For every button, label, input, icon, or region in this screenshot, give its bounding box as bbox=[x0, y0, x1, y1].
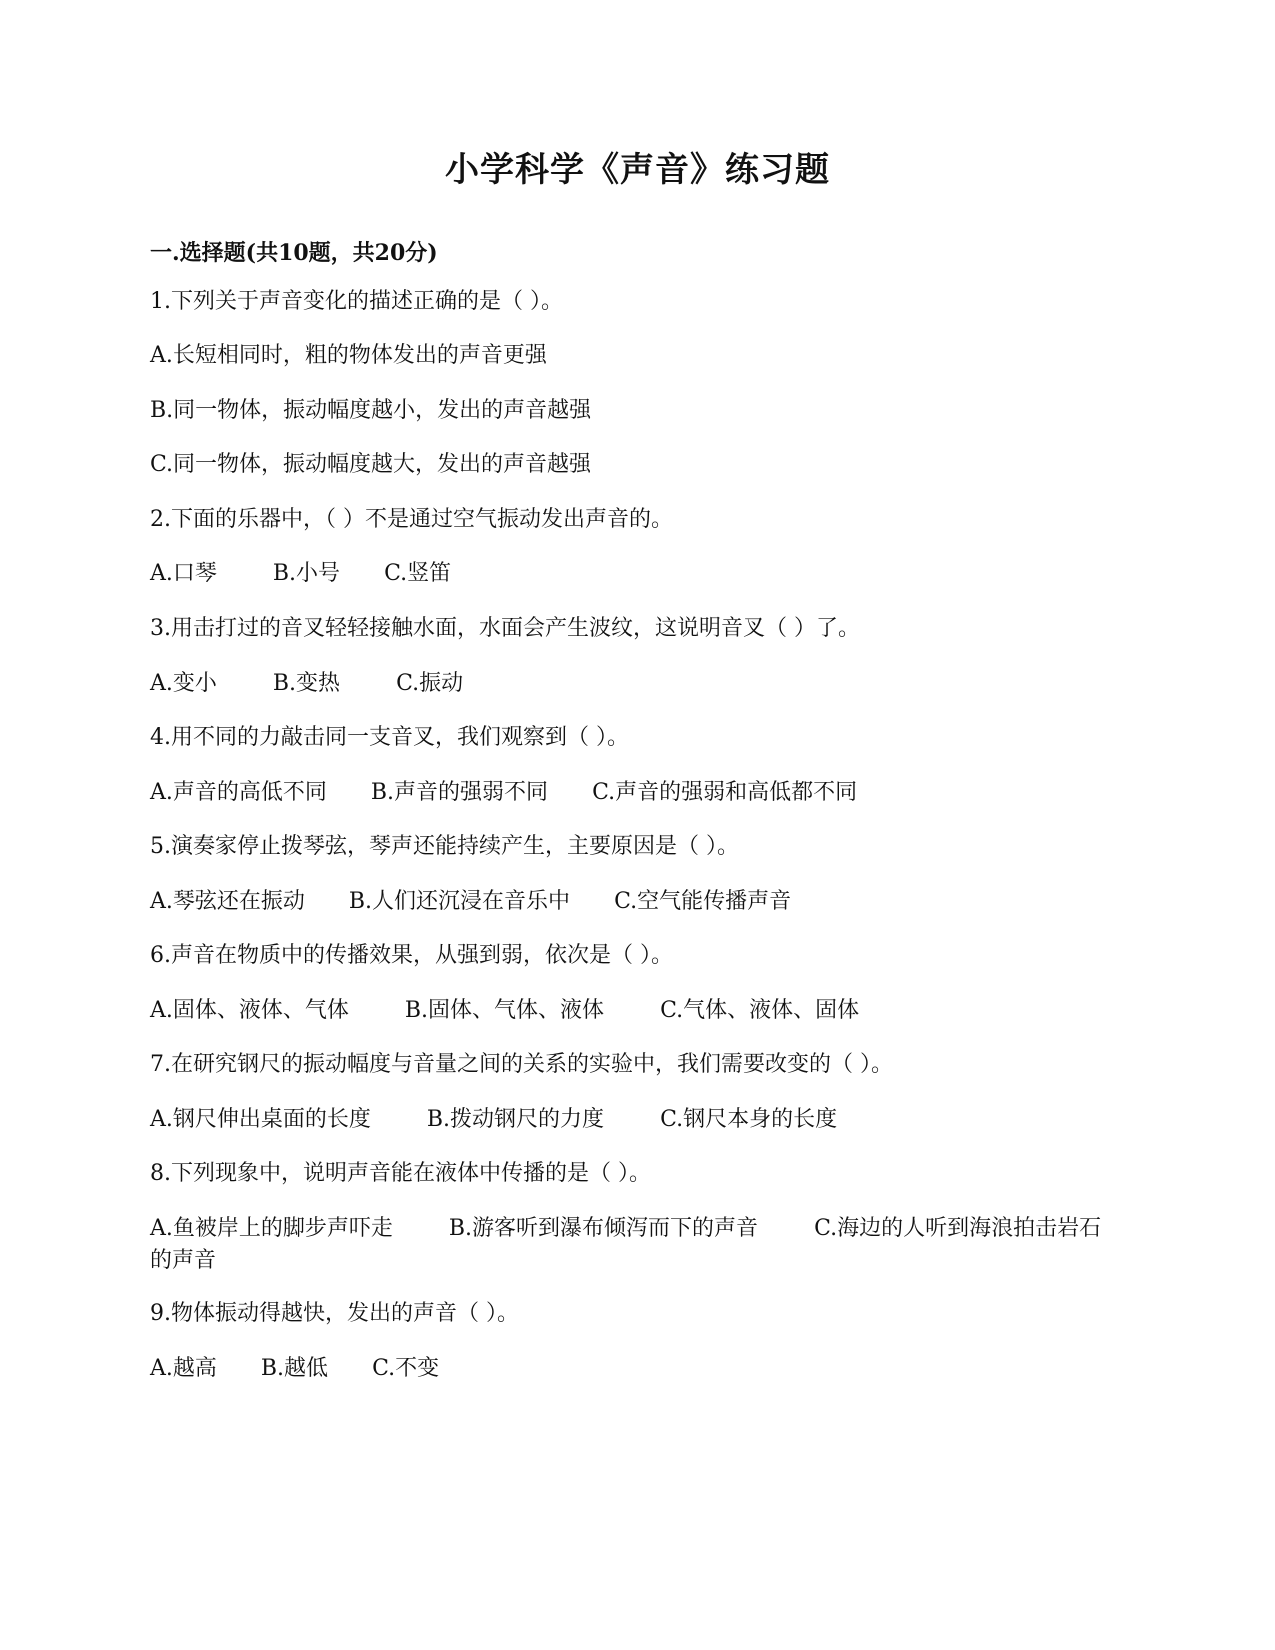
question-9-option-b: B.越低 bbox=[260, 1356, 329, 1381]
question-2-option-b: B.小号 bbox=[272, 561, 341, 586]
question-4-option-a: A.声音的高低不同 bbox=[150, 780, 327, 805]
question-5-stem: 5.演奏家停止拨琴弦，琴声还能持续产生，主要原因是（ ）。 bbox=[150, 834, 739, 859]
question-8-option-c: C.海边的人听到海浪拍击岩石的声音 bbox=[150, 1216, 1102, 1273]
question-9-options bbox=[150, 1353, 1110, 1385]
question-7-option-b: B.拨动钢尺的力度 bbox=[426, 1107, 605, 1132]
question-8-options bbox=[150, 1213, 1110, 1277]
question-4-stem: 4.用不同的力敲击同一支音叉，我们观察到（ ）。 bbox=[150, 725, 629, 750]
question-5-option-c: C.空气能传播声音 bbox=[614, 889, 792, 914]
question-8-option-a: A.鱼被岸上的脚步声吓走 bbox=[150, 1216, 393, 1241]
question-4-option-b: B.声音的强弱不同 bbox=[370, 780, 549, 805]
question-3-options bbox=[150, 668, 1110, 700]
question-2-option-a: A.口琴 bbox=[150, 561, 217, 586]
question-7-option-c: C.钢尺本身的长度 bbox=[660, 1107, 838, 1132]
question-3-option-c: C.振动 bbox=[396, 671, 464, 696]
question-6-option-b: B.固体、气体、液体 bbox=[404, 998, 605, 1023]
question-1-option-b: B.同一物体，振动幅度越小，发出的声音越强 bbox=[150, 398, 592, 423]
question-1-option-c: C.同一物体，振动幅度越大，发出的声音越强 bbox=[150, 452, 592, 477]
question-1-option-a: A.长短相同时，粗的物体发出的声音更强 bbox=[150, 343, 547, 368]
question-8-stem: 8.下列现象中，说明声音能在液体中传播的是（ ）。 bbox=[150, 1161, 651, 1186]
question-6-option-a: A.固体、液体、气体 bbox=[150, 998, 349, 1023]
question-5-option-b: B.人们还沉浸在音乐中 bbox=[348, 889, 571, 914]
question-3-option-b: B.变热 bbox=[272, 671, 341, 696]
question-5-options bbox=[150, 886, 1110, 918]
page-title: 小学科学《声音》练习题 bbox=[445, 150, 830, 190]
question-2-option-c: C.竖笛 bbox=[384, 561, 452, 586]
question-4-option-c: C.声音的强弱和高低都不同 bbox=[592, 780, 858, 805]
section-heading: 一.选择题(共10题，共20分) bbox=[150, 240, 438, 266]
question-4-options bbox=[150, 777, 1110, 809]
question-2-stem: 2.下面的乐器中，（ ）不是通过空气振动发出声音的。 bbox=[150, 507, 673, 532]
question-6-option-c: C.气体、液体、固体 bbox=[660, 998, 860, 1023]
question-9-option-c: C.不变 bbox=[372, 1356, 440, 1381]
question-3-stem: 3.用击打过的音叉轻轻接触水面，水面会产生波纹，这说明音叉（ ）了。 bbox=[150, 616, 860, 641]
question-6-stem: 6.声音在物质中的传播效果，从强到弱，依次是（ ）。 bbox=[150, 943, 673, 968]
question-2-options bbox=[150, 558, 1110, 590]
question-7-stem: 7.在研究钢尺的振动幅度与音量之间的关系的实验中，我们需要改变的（ ）。 bbox=[150, 1052, 893, 1077]
question-3-option-a: A.变小 bbox=[150, 671, 217, 696]
question-7-option-a: A.钢尺伸出桌面的长度 bbox=[150, 1107, 371, 1132]
question-9-stem: 9.物体振动得越快，发出的声音（ ）。 bbox=[150, 1301, 519, 1326]
question-6-options bbox=[150, 995, 1110, 1027]
question-1-stem: 1.下列关于声音变化的描述正确的是（ ）。 bbox=[150, 289, 563, 314]
question-8-option-b: B.游客听到瀑布倾泻而下的声音 bbox=[448, 1216, 759, 1241]
question-9-option-a: A.越高 bbox=[150, 1356, 217, 1381]
question-7-options bbox=[150, 1104, 1110, 1136]
question-5-option-a: A.琴弦还在振动 bbox=[150, 889, 305, 914]
